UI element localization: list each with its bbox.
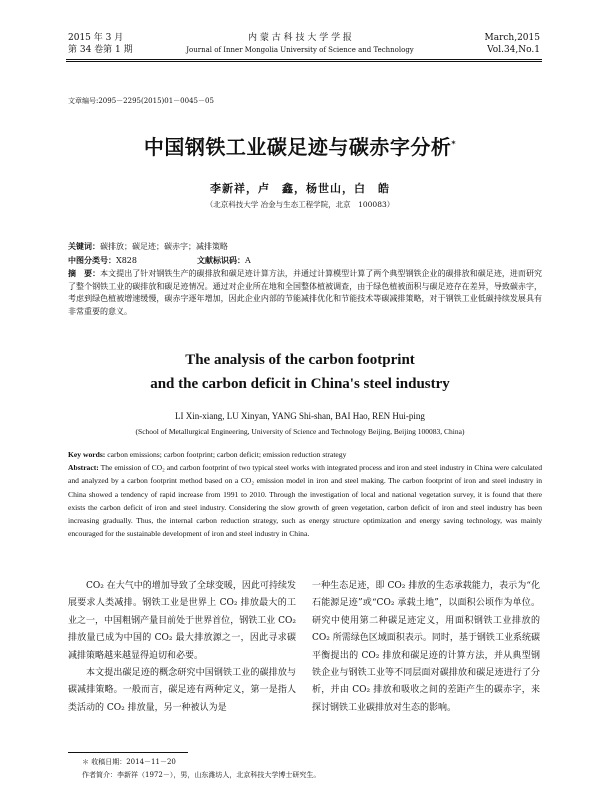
doc-code-label: 文献标识码： bbox=[196, 254, 245, 265]
title-footnote-mark: * bbox=[451, 139, 457, 149]
doc-code-value: A bbox=[244, 255, 251, 265]
title-en-line2: and the carbon deficit in China's steel industry bbox=[150, 376, 450, 392]
footnote-received: ＊ 收稿日期：2014－11－20 bbox=[82, 758, 176, 766]
article-number: 文章编号:2095－2295(2015)01－0045－05 bbox=[68, 97, 214, 105]
running-header-left bbox=[68, 32, 133, 56]
keywords-cn-text: 碳排放；碳足迹；碳赤字；减排策略 bbox=[100, 242, 228, 251]
journal-name-en: Journal of Inner Mongolia University of Science and Technology bbox=[186, 46, 414, 54]
body-column-left bbox=[68, 578, 296, 717]
metadata-en bbox=[68, 448, 542, 540]
abstract-en-label: Abstract: bbox=[68, 463, 99, 473]
authors-cn: 李新祥，卢 鑫，杨世山，白 皓 bbox=[210, 182, 390, 195]
abstract-en-text: The emission of CO₂ and carbon footprint of two typical steel works with integrated process and iron and steel industry in China were calculated and analyzed by a carbon footprint method based on a CO₂ emission model in iron and steel making. The carbon footprint of iron and steel industry in China showed a tendency of rapid increase from 1991 to 2010. Through the investigation of local and national vegetation survey, it is found that there exists the carbon deficit of iron and steel industry. Considering the slow growth of green vegetation, carbon deficit of iron and steel industry has been increasing gradually. Thus, the internal carbon reduction strategy, such as energy structure optimization and energy saving technology, was mainly encouraged for the sustainable development of iron and steel industry in China. bbox=[68, 463, 542, 539]
title-cn-text: 中国钢铁工业碳足迹与碳赤字分析 bbox=[143, 135, 452, 159]
footnotes bbox=[82, 756, 320, 782]
keywords-cn-label: 关键词： bbox=[68, 241, 100, 251]
keywords-cn bbox=[68, 240, 542, 254]
volume-issue-en: Vol.34,No.1 bbox=[487, 45, 540, 55]
abstract-cn bbox=[68, 267, 542, 318]
body-paragraph: 一种生态足迹，即 CO₂ 排放的生态承载能力，表示为“化石能源足迹”或“CO₂ 承载土地”，以面积公顷作为单位。研究中使用第二种碳足迹定义，用面积钢铁工业排放的 CO₂ 所需绿色区域面积表示。同时，基于钢铁工业系统碳平衡提出的 CO₂ 排放和碳足迹的计算方法，并从典型钢铁企业与钢铁工业等不同层面对碳排放和碳足迹进行了分析，并由 CO₂ 排放和吸收之间的差距产生的碳赤字，来探讨钢铁工业碳排放对生态的影响。 bbox=[312, 581, 540, 713]
abstract-cn-text: 本文提出了针对钢铁生产的碳排放和碳足迹计算方法，并通过计算模型计算了两个典型钢铁企业的碳排放和碳足迹，进而研究了整个钢铁工业的碳排放和碳足迹情况。通过对企业所在地和全国整体植被调查，由于绿色植被面积与碳足迹存在差异，导致碳赤字，考虑到绿色植被增速缓慢，碳赤字逐年增加，因此企业内部的节能减排优化和节能技术等碳减排策略，对于钢铁工业低碳持续发展具有非常重要的意义。 bbox=[68, 269, 542, 316]
keywords-en-text: carbon emissions; carbon footprint; carbon deficit; emission reduction strategy bbox=[107, 450, 347, 459]
keywords-en bbox=[68, 448, 542, 461]
body-paragraph: CO₂ 在大气中的增加导致了全球变暖，因此可持续发展要求人类减排。钢铁工业是世界上 CO₂ 排放最大的工业之一，中国粗钢产量目前处于世界首位，钢铁工业 CO₂ 排放量已成为中国的 CO₂ 最大排放源之一，因此寻求碳减排策略越来越显得迫切和必要。 bbox=[68, 581, 296, 661]
abstract-cn-label: 摘 要： bbox=[68, 268, 101, 279]
body-column-right bbox=[312, 578, 540, 717]
title-cn bbox=[0, 131, 600, 160]
issue-date-en: March,2015 bbox=[484, 33, 540, 43]
title-en bbox=[0, 348, 600, 396]
authors-en: LI Xin-xiang, LU Xinyan, YANG Shi-shan, BAI Hao, REN Hui-ping bbox=[175, 411, 425, 421]
clc-label: 中图分类号： bbox=[68, 254, 116, 265]
header-rule bbox=[66, 59, 542, 60]
running-header-center bbox=[160, 32, 440, 56]
affiliation-cn: （北京科技大学 冶金与生态工程学院，北京 100083） bbox=[205, 200, 395, 209]
body-paragraph: 本文提出碳足迹的概念研究中国钢铁工业的碳排放与碳减排策略。一般而言，碳足迹有两种定义，第一是指人类活动的 CO₂ 排放量，另一种被认为是 bbox=[68, 668, 296, 713]
abstract-en bbox=[68, 461, 542, 540]
footnote-rule bbox=[68, 752, 188, 753]
clc-value: X828 bbox=[116, 255, 137, 265]
issue-date: 2015 年 3 月 bbox=[68, 33, 124, 43]
affiliation-en: (School of Metallurgical Engineering, University of Science and Technology Beijing, Beijing 100083, China) bbox=[135, 427, 465, 436]
classification-line bbox=[68, 254, 542, 268]
journal-name-cn: 内 蒙 古 科 技 大 学 学 报 bbox=[248, 33, 352, 43]
title-en-line1: The analysis of the carbon footprint bbox=[185, 352, 415, 368]
footnote-author-bio: 作者简介：李新祥（1972－），男，山东潍坊人，北京科技大学博士研究生。 bbox=[82, 771, 321, 779]
volume-issue: 第 34 卷第 1 期 bbox=[68, 45, 133, 55]
header-rule-secondary bbox=[66, 61, 542, 62]
metadata-cn bbox=[68, 240, 542, 319]
running-header-right bbox=[485, 32, 541, 56]
keywords-en-label: Key words: bbox=[68, 450, 106, 459]
